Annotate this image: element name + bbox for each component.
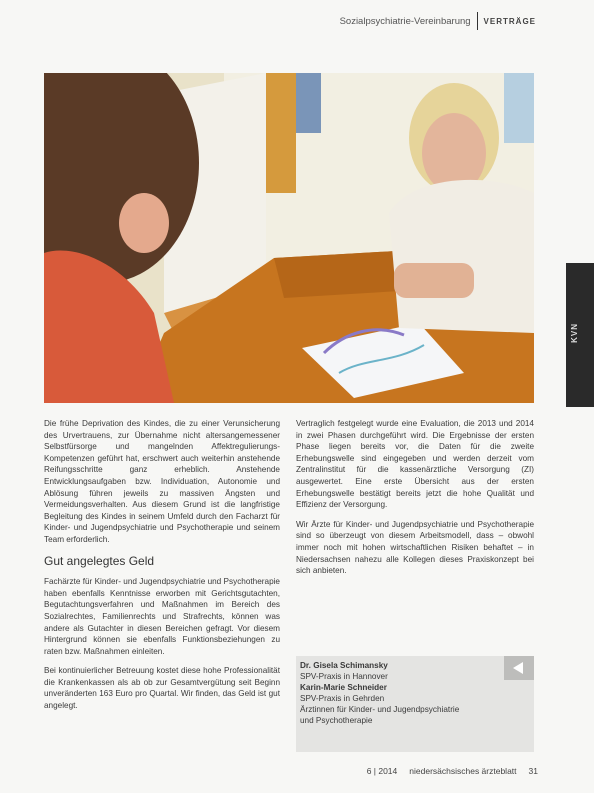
section-heading: Gut angelegtes Geld — [44, 553, 155, 568]
author-specialty: Ärztinnen für Kinder- und Jugendpsychiatrie — [300, 705, 460, 714]
author-box — [296, 656, 534, 752]
body-paragraph: Die frühe Deprivation des Kindes, die zu einer Verunsicherung des Urvertrauens, zur Übernahme nicht altersangemessener Selbstfürsorge und mangelnden Affektregulierungs-Kompetenzen geführt hat, erschwert auch weiterhin anstehende Reifungsschritte ganz erheblich. Anstehende Entwicklungsaufgaben bzw. Individuation, Autonomie und Ablösung führen jeweils zu massiven Ängsten und Vermeidungsverhalten. Aus diesem Grund ist die langfristige Begleitung des Kindes in seinem Umfeld durch den Facharzt für Kinder- und Jugendpsychiatrie und Psychotherapie und seinem Team erforderlich. — [44, 419, 280, 544]
left-column — [44, 418, 280, 720]
author-specialty: und Psychotherapie — [300, 716, 373, 725]
running-header — [340, 12, 536, 30]
article-photo — [44, 73, 534, 403]
footer-issue: 6 | 2014 — [366, 766, 398, 776]
author-role: SPV-Praxis in Hannover — [300, 672, 388, 681]
section-side-tab — [566, 263, 594, 407]
author-role: SPV-Praxis in Gehrden — [300, 694, 385, 703]
header-divider — [477, 12, 478, 30]
arrow-left-icon — [504, 656, 534, 680]
header-section: VERTRÄGE — [483, 16, 536, 26]
page-number: 31 — [528, 766, 538, 776]
author-name: Dr. Gisela Schimansky — [300, 661, 388, 670]
footer-publication: niedersächsisches ärzteblatt — [409, 766, 517, 776]
body-paragraph: Fachärzte für Kinder- und Jugendpsychiatrie und Psychotherapie haben ebenfalls Kenntnisse erworben mit Gerichtsgutachten, Begutachtungsverfahren und Maßnahmen im Bereich des Sozialrechtes, Familienrechts und Strafrechts, können was andere als Gutachter in diesen Bereichen gefragt. Vor diesem Hintergrund können sie ebenfalls Funktionsbeziehungen zu raten bzw. Maßnahmen einleiten. — [44, 577, 280, 656]
page-footer — [367, 766, 538, 776]
right-column — [296, 418, 534, 585]
body-paragraph: Bei kontinuierlicher Betreuung kostet diese hohe Professionalität die Krankenkassen als ab ob zur Gesamtvergütung seit Beginn unveränderten 163 Euro pro Quartal. Wir finden, das Geld ist gut angelegt. — [44, 666, 280, 711]
header-title: Sozialpsychiatrie-Vereinbarung — [339, 15, 471, 27]
author-name: Karin-Marie Schneider — [300, 683, 387, 692]
body-paragraph: Wir Ärzte für Kinder- und Jugendpsychiatrie und Psychotherapie sind so überzeugt von diesem Arbeitsmodell, dass – obwohl immer noch mit hohen wirtschaftlichen Risiken behaftet – in Niedersachsen nahezu alle Kollegen dieses Praxiskonzept bei sich anbieten. — [296, 519, 534, 576]
side-tab-label: KVN — [570, 323, 579, 343]
body-paragraph: Vertraglich festgelegt wurde eine Evaluation, die 2013 und 2014 in zwei Phasen durchgeführt wird. Die Ergebnisse der ersten Phase liegen bereits vor, die Daten für die zweite Erhebungswelle sind eingegeben und werden derzeit vom Zentralinstitut für die kassenärztliche Versorgung (ZI) ausgewertet. Eine erste Übersicht aus der ersten Erhebungswelle bestätigt bereits jetzt die hohe Qualität und Effizienz der Versorgung. — [296, 419, 534, 510]
